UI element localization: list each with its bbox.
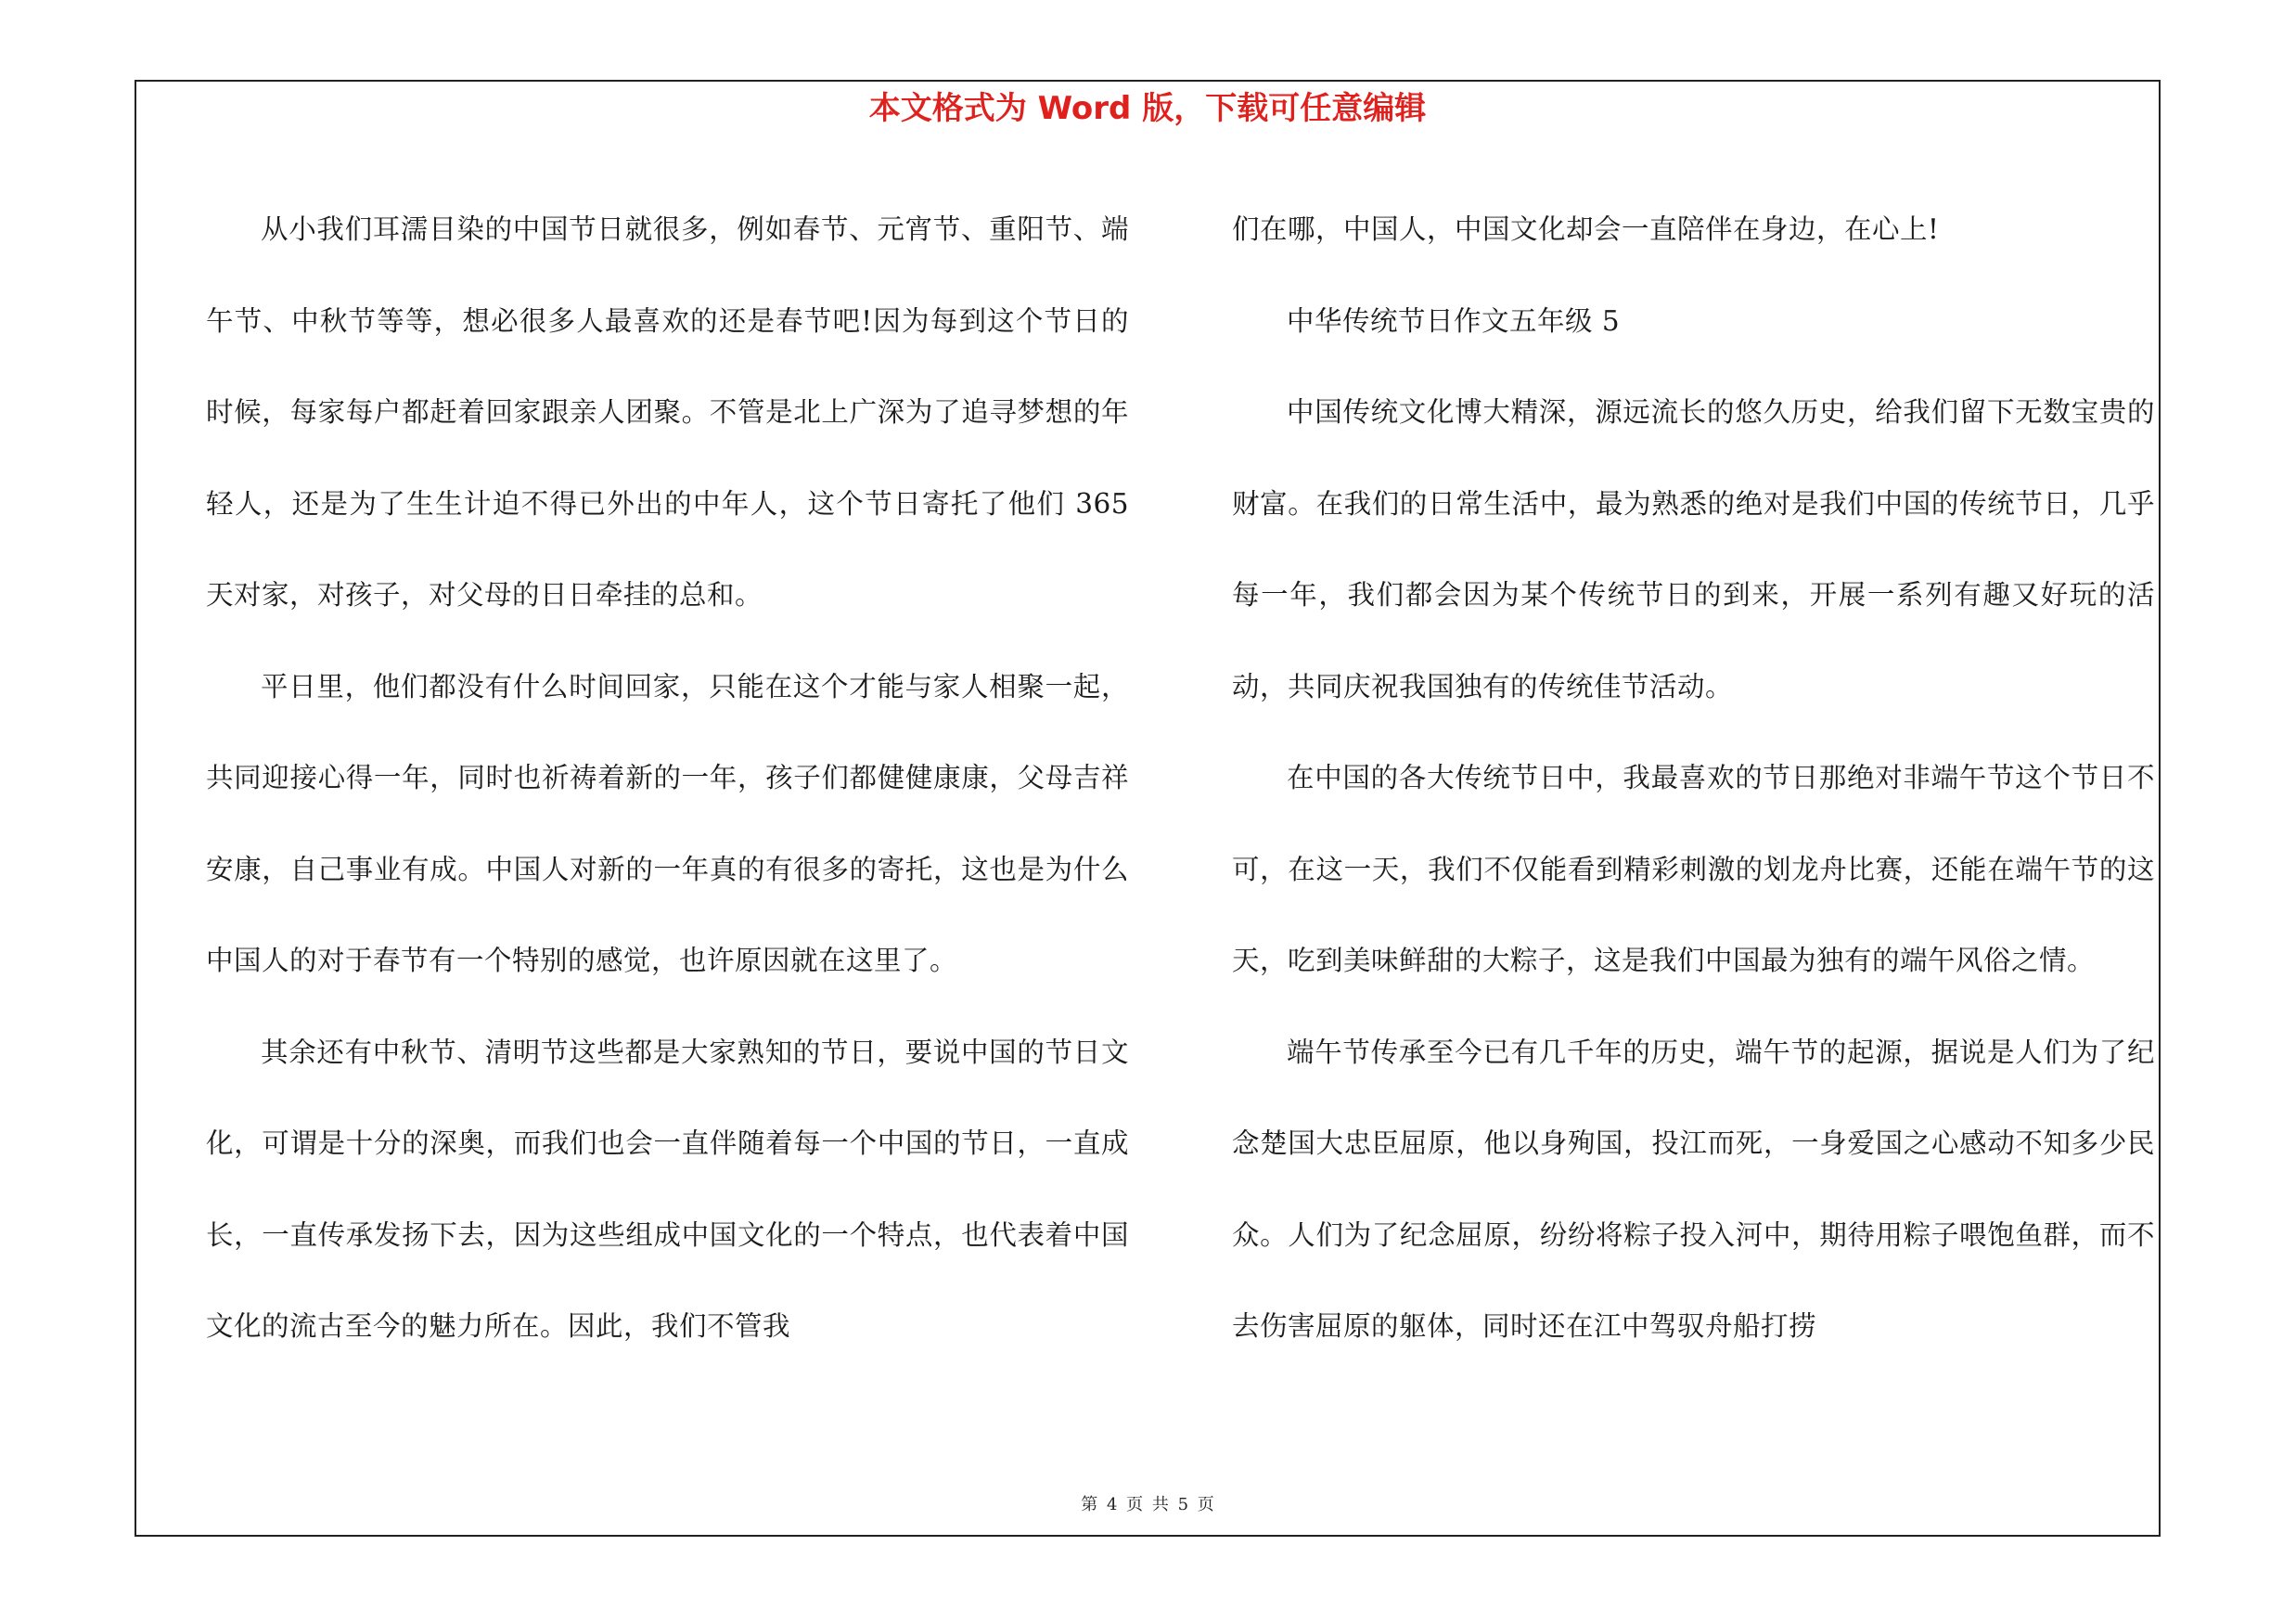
paragraph: 端午节传承至今已有几千年的历史，端午节的起源，据说是人们为了纪念楚国大忠臣屈原，他以身殉国，投江而死，一身爱国之心感动不知多少民众。人们为了纪念屈原，纷纷将粽子投入河中，期待用粽子喂饱鱼群，而不去伤害屈原的躯体，同时还在江中驾驭舟船打捞 (1232, 1036, 2155, 1342)
paragraph: 在中国的各大传统节日中，我最喜欢的节日那绝对非端午节这个节日不可，在这一天，我们不仅能看到精彩刺激的划龙舟比赛，还能在端午节的这天，吃到美味鲜甜的大粽子，这是我们中国最为独有的端午风俗之情。 (1232, 762, 2155, 976)
paragraph: 从小我们耳濡目染的中国节日就很多，例如春节、元宵节、重阳节、端午节、中秋节等等，想必很多人最喜欢的还是春节吧!因为每到这个节日的时候，每家每户都赶着回家跟亲人团聚。不管是北上广深为了追寻梦想的年轻人，还是为了生生计迫不得已外出的中年人，这个节日寄托了他们 365 天对家，对孩子，对父母的日日牵挂的总和。 (206, 213, 1129, 611)
paragraph-continuation: 们在哪，中国人，中国文化却会一直陪伴在身边，在心上! (1232, 213, 1940, 245)
paragraph: 中国传统文化博大精深，源远流长的悠久历史，给我们留下无数宝贵的财富。在我们的日常生活中，最为熟悉的绝对是我们中国的传统节日，几乎每一年，我们都会因为某个传统节日的到来，开展一系列有趣又好玩的活动，共同庆祝我国独有的传统佳节活动。 (1232, 396, 2155, 702)
page-footer: 第 4 页 共 5 页 (1081, 1495, 1214, 1514)
paragraph: 其余还有中秋节、清明节这些都是大家熟知的节日，要说中国的节日文化，可谓是十分的深奥，而我们也会一直伴随着每一个中国的节日，一直成长，一直传承发扬下去，因为这些组成中国文化的一个特点，也代表着中国文化的流古至今的魅力所在。因此，我们不管我 (206, 1036, 1129, 1342)
format-banner: 本文格式为 Word 版，下载可任意编辑 (868, 90, 1427, 127)
left-column (206, 184, 1129, 1372)
paragraph: 平日里，他们都没有什么时间回家，只能在这个才能与家人相聚一起，共同迎接心得一年，同时也祈祷着新的一年，孩子们都健健康康，父母吉祥安康，自己事业有成。中国人对新的一年真的有很多的寄托，这也是为什么中国人的对于春节有一个特别的感觉，也许原因就在这里了。 (206, 670, 1129, 976)
section-title: 中华传统节日作文五年级 5 (1287, 304, 1621, 337)
right-column (1232, 184, 2155, 1372)
